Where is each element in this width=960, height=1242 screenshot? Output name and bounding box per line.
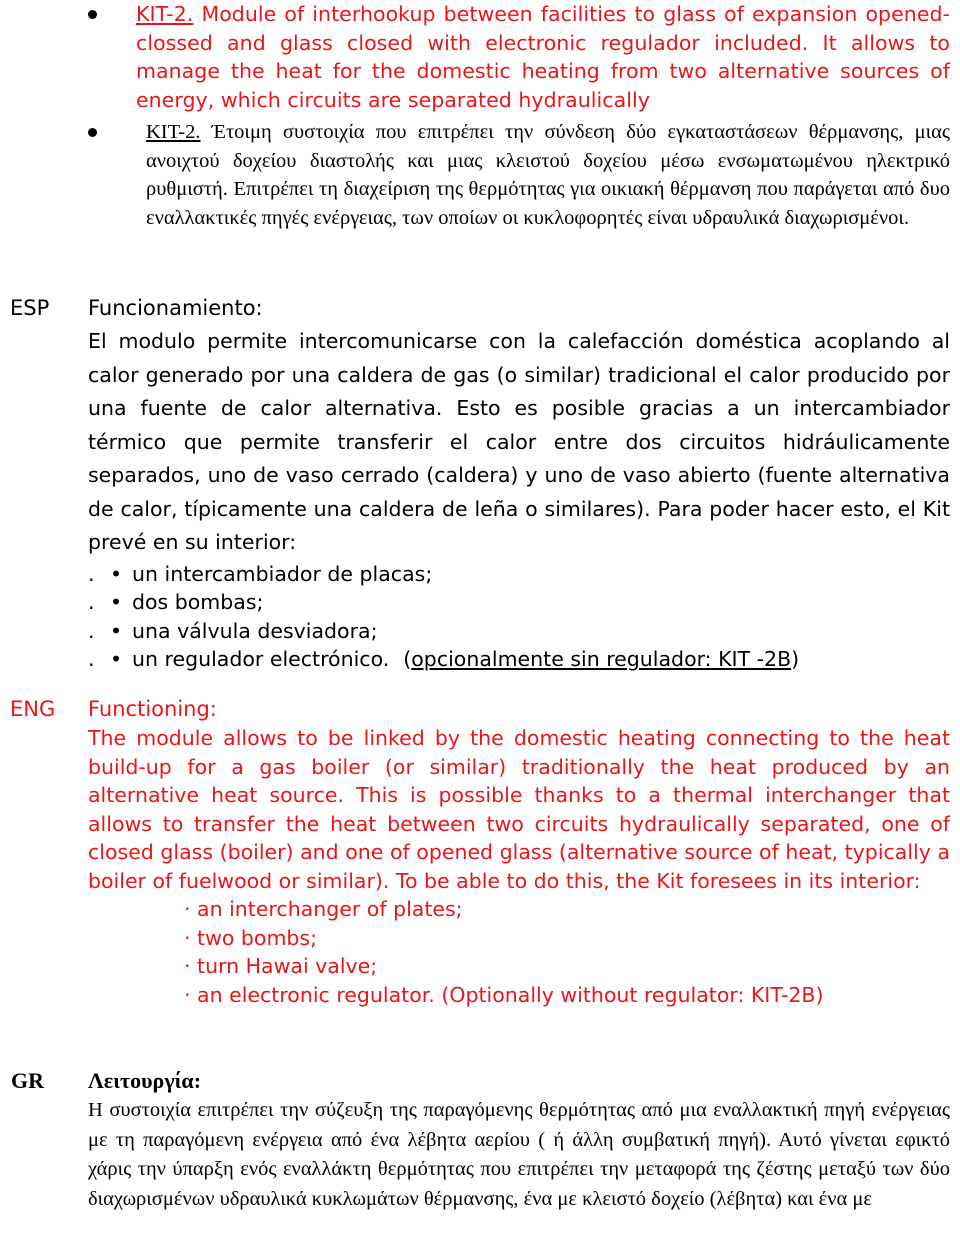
kit2-link-en[interactable]: KIT-2. [136, 2, 194, 26]
list-item: . • una válvula desviadora; [88, 618, 378, 643]
list-item: · an electronic regulator. (Optionally without regulator: KIT-2B) [184, 982, 824, 1007]
gr-label: GR [11, 1068, 44, 1093]
eng-list [88, 895, 950, 1009]
list-item: · turn Hawai valve; [184, 954, 378, 978]
list-item: . • un intercambiador de placas; [88, 561, 433, 586]
gr-section [88, 1066, 950, 1214]
list-item: · two bombs; [184, 925, 318, 950]
gr-kit2-text [146, 118, 950, 232]
gr-kit2-description: Έτοιμη συστοιχία που επιτρέπει την σύνδεση δύο εγκαταστάσεων θέρμανσης, μιας ανοιχτού δοχείου διαστολής και μιας κλειστού δοχείου μέσω ενσωματωμένου ηλεκτρικό ρυθμιστή. Επιτρέπει τη διαχείριση της θερμότητας για οικιακή θέρμανση που παράγεται από δυο εναλλακτικές πηγές ενέργειας, των οποίων οι κυκλοφορητές είναι υδραυλικά διαχωρισμένοι. [146, 121, 950, 229]
list-item: . • un regulador electrónico. (opcionalmente sin regulador: KIT -2B) [88, 647, 800, 671]
eng-section [88, 694, 950, 1009]
esp-optional-note: opcionalmente sin regulador: KIT -2B [411, 647, 792, 671]
list-item: . • dos bombas; [88, 590, 264, 614]
en-kit2-text [136, 0, 950, 114]
esp-section [88, 293, 950, 674]
esp-title: Funcionamiento: [88, 296, 263, 320]
esp-paragraph: El modulo permite intercomunicarse con la calefacción doméstica acoplando al calor generado por una caldera de gas (o similar) tradicional el calor producido por una fuente de calor alternativa. Esto es posible gracias a un intercambiador térmico que permite transferir el calor entre dos circuitos hidráulicamente separados, uno de vaso cerrado (caldera) y uno de vaso abierto (fuente alternativa de calor, típicamente una caldera de leña o similares). Para poder hacer esto, el Kit prevé en su interior: [88, 329, 950, 554]
kit2-link-gr[interactable]: KIT-2. [146, 121, 201, 143]
list-item: · an interchanger of plates; [184, 897, 463, 921]
eng-label: ENG [10, 697, 56, 721]
eng-paragraph: The module allows to be linked by the domestic heating connecting to the heat build-up for a gas boiler (or similar) traditionally the heat produced by an alternative heat source. This is possible thanks to a thermal interchanger that allows to transfer the heat between two circuits hydraulically separated, one of closed glass (boiler) and one of opened glass (alternative source of heat, typically a boiler of fuelwood or similar). To be able to do this, the Kit foresees in its interior: [88, 726, 950, 893]
esp-label: ESP [10, 296, 50, 320]
bullet-dot-icon [88, 10, 97, 19]
en-kit2-description: Module of interhookup between facilities to glass of expansion opened-clossed and glass closed with electronic regulador included. It allows to manage the heat for the domestic heating from two alternative sources of energy, which circuits are separated hydraulically [136, 2, 950, 112]
eng-title: Functioning: [88, 697, 217, 721]
gr-paragraph: Η συστοιχία επιτρέπει την σύζευξη της παραγόμενης θερμότητας από μια εναλλακτική πηγή ενέργειας με τη παραγόμενη ενέργεια από ένα λέβητα αερίου ( ή άλλη συμβατική πηγή). Αυτό γίνεται εφικτό χάρις την ύπαρξη ενός εναλλάκτη θερμότητας που επιτρέπει την μεταφορά της ζέστης μεταξύ των δύο διαχωρισμένων υδραυλικά κυκλωμάτων θέρμανσης, ένα με κλειστό δοχείο (λέβητα) και ένα με [88, 1099, 950, 1210]
gr-title: Λειτουργία: [88, 1068, 202, 1093]
bullet-dot-icon [88, 128, 97, 137]
bullet-en-kit2 [88, 0, 950, 116]
bullet-gr-kit2 [88, 118, 950, 263]
esp-list [88, 560, 950, 674]
